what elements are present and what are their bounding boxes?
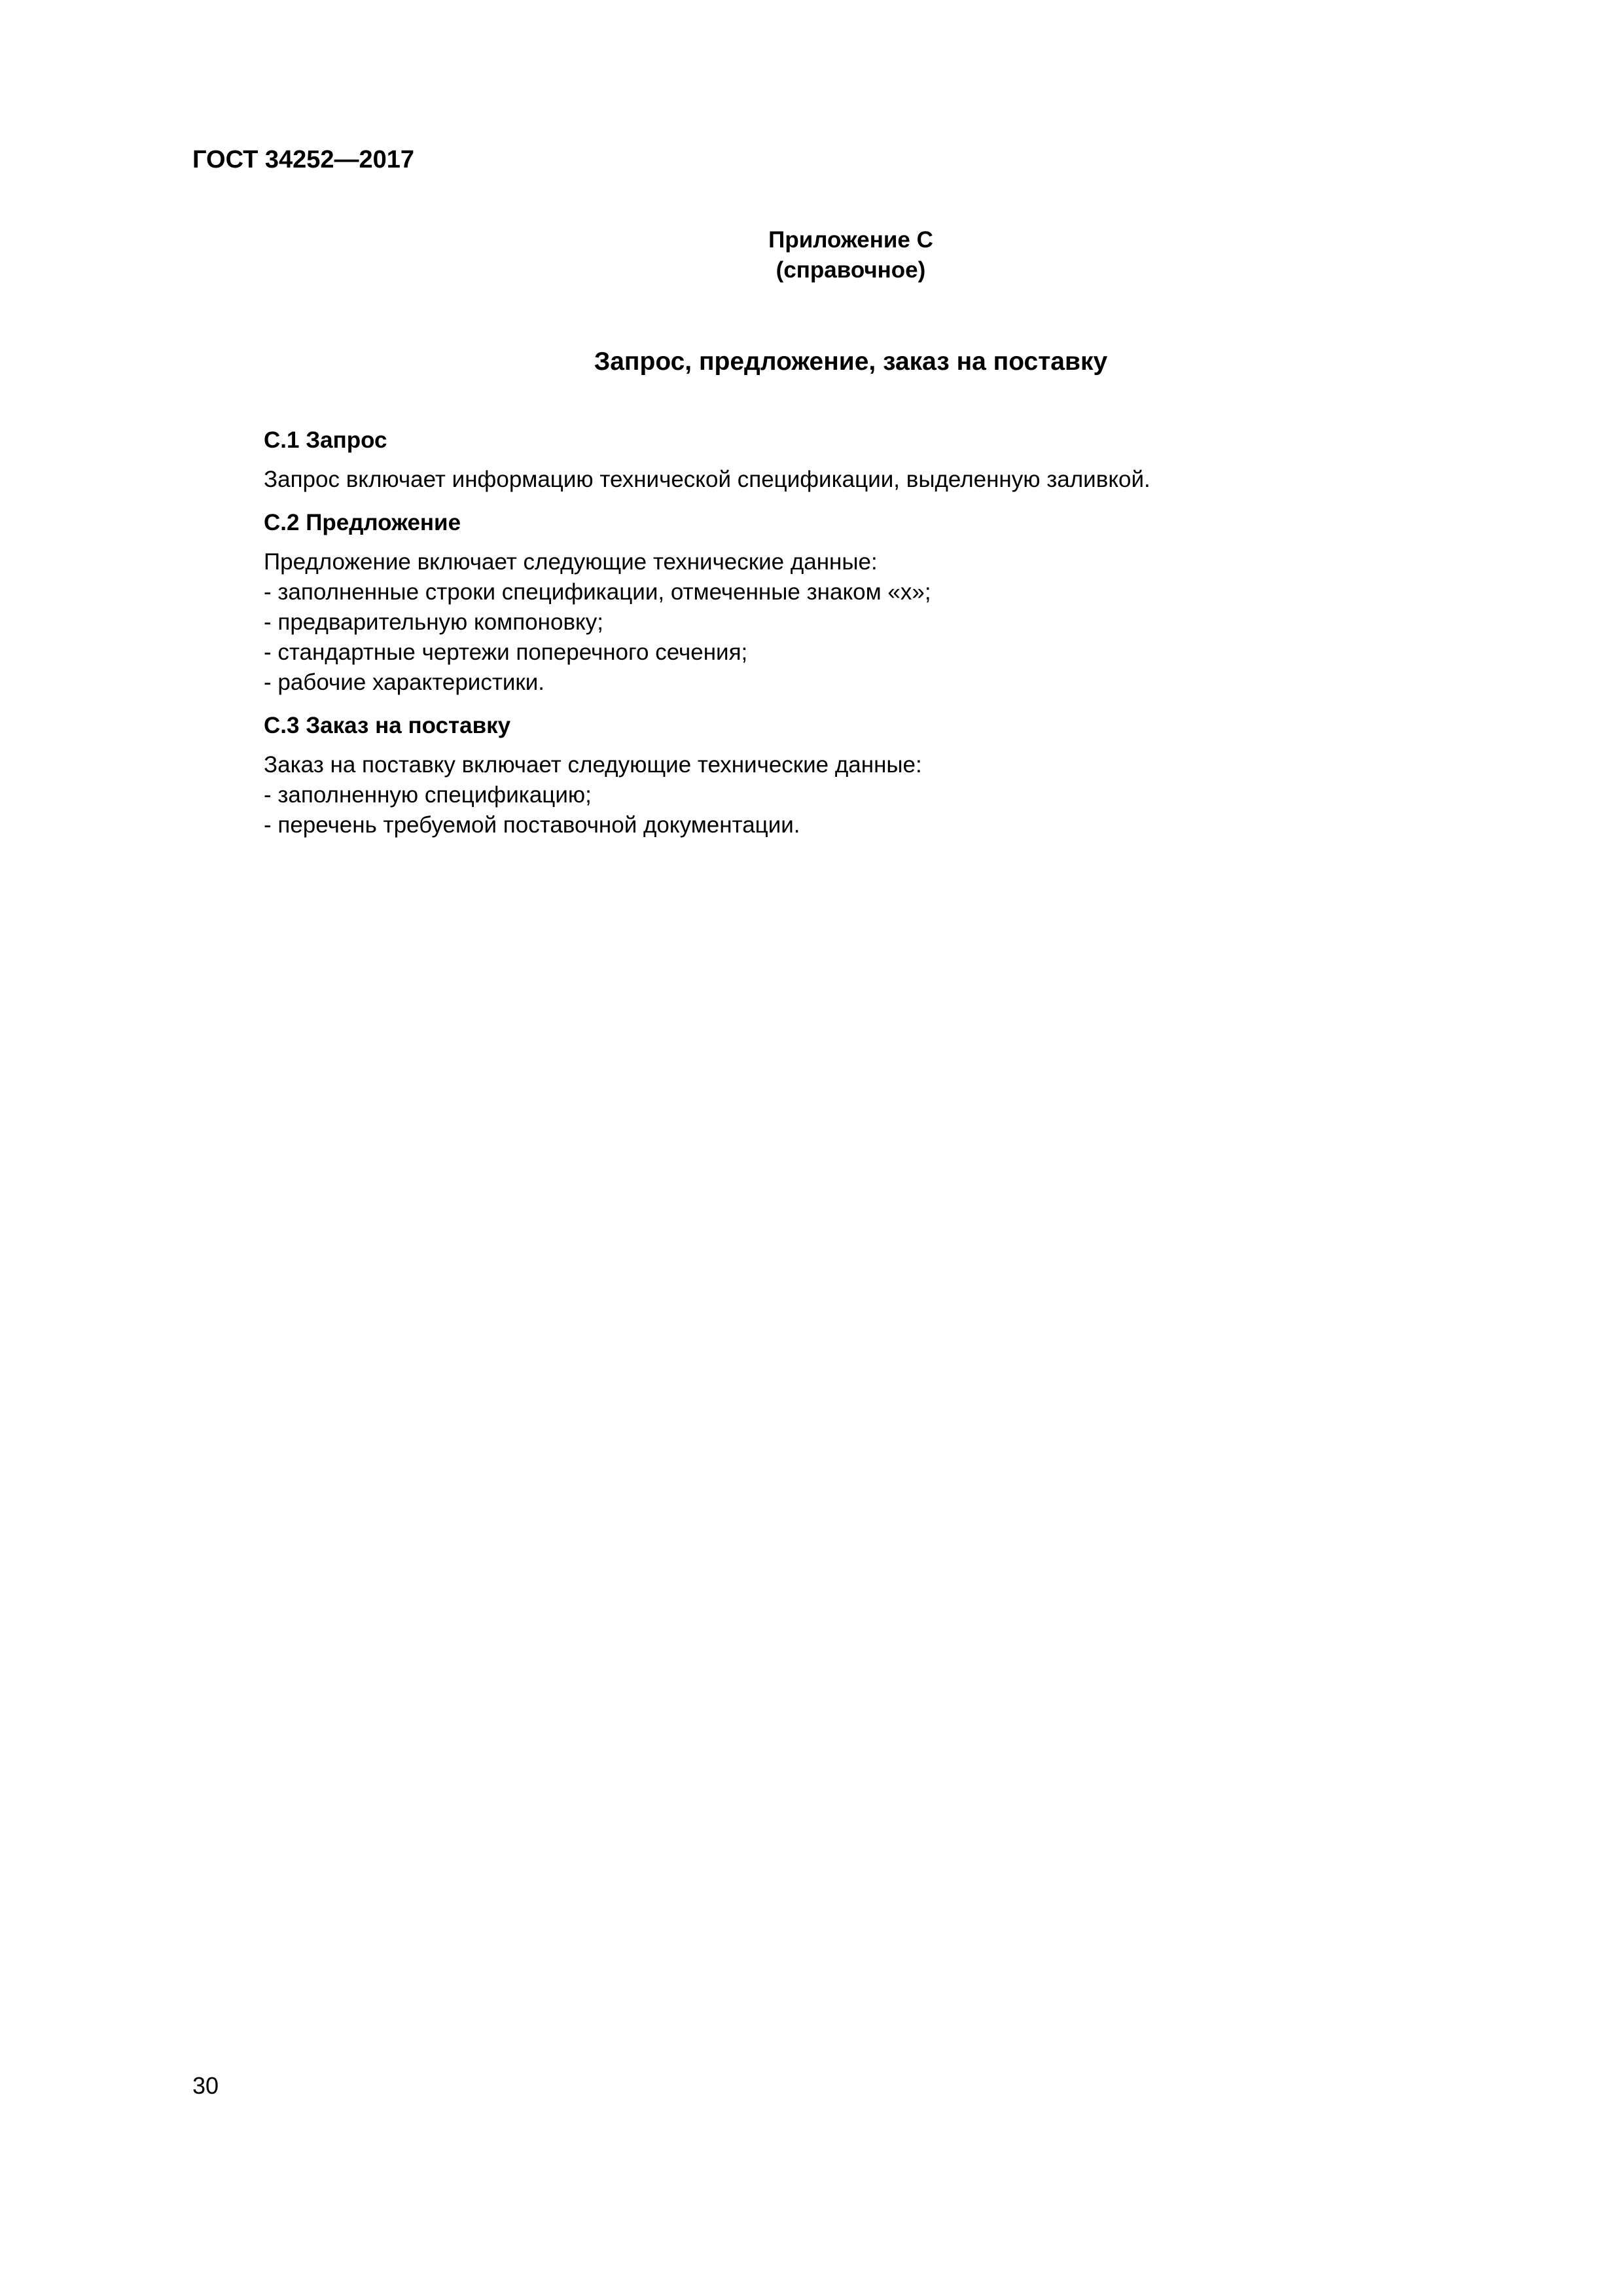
document-code: ГОСТ 34252—2017 bbox=[192, 146, 415, 173]
annex-header bbox=[687, 225, 1014, 285]
section-proposal bbox=[264, 508, 1429, 698]
section-heading: С.2 Предложение bbox=[264, 510, 461, 535]
list-item: - предварительную компоновку; bbox=[264, 609, 603, 635]
section-heading: С.1 Запрос bbox=[264, 427, 387, 453]
list-item: - заполненную спецификацию; bbox=[264, 782, 592, 808]
section-line: Заказ на поставку включает следующие технические данные: bbox=[264, 752, 922, 778]
list-item: - стандартные чертежи поперечного сечения; bbox=[264, 639, 748, 665]
annex-type: (справочное) bbox=[776, 257, 926, 283]
section-request bbox=[264, 425, 1429, 495]
list-item: - рабочие характеристики. bbox=[264, 670, 545, 695]
annex-title: Запрос, предложение, заказ на поставку bbox=[594, 348, 1108, 376]
section-line: Запрос включает информацию технической спецификации, выделенную заливкой. bbox=[264, 467, 1150, 492]
list-item: - перечень требуемой поставочной документации. bbox=[264, 812, 800, 838]
section-line: Предложение включает следующие технические данные: bbox=[264, 549, 878, 575]
section-heading: С.3 Заказ на поставку bbox=[264, 713, 511, 738]
page-number: 30 bbox=[192, 2072, 219, 2099]
section-order bbox=[264, 711, 1429, 840]
list-item: - заполненные строки спецификации, отмеченные знаком «х»; bbox=[264, 579, 931, 605]
annex-content bbox=[264, 425, 1429, 840]
annex-label: Приложение С bbox=[768, 227, 933, 253]
